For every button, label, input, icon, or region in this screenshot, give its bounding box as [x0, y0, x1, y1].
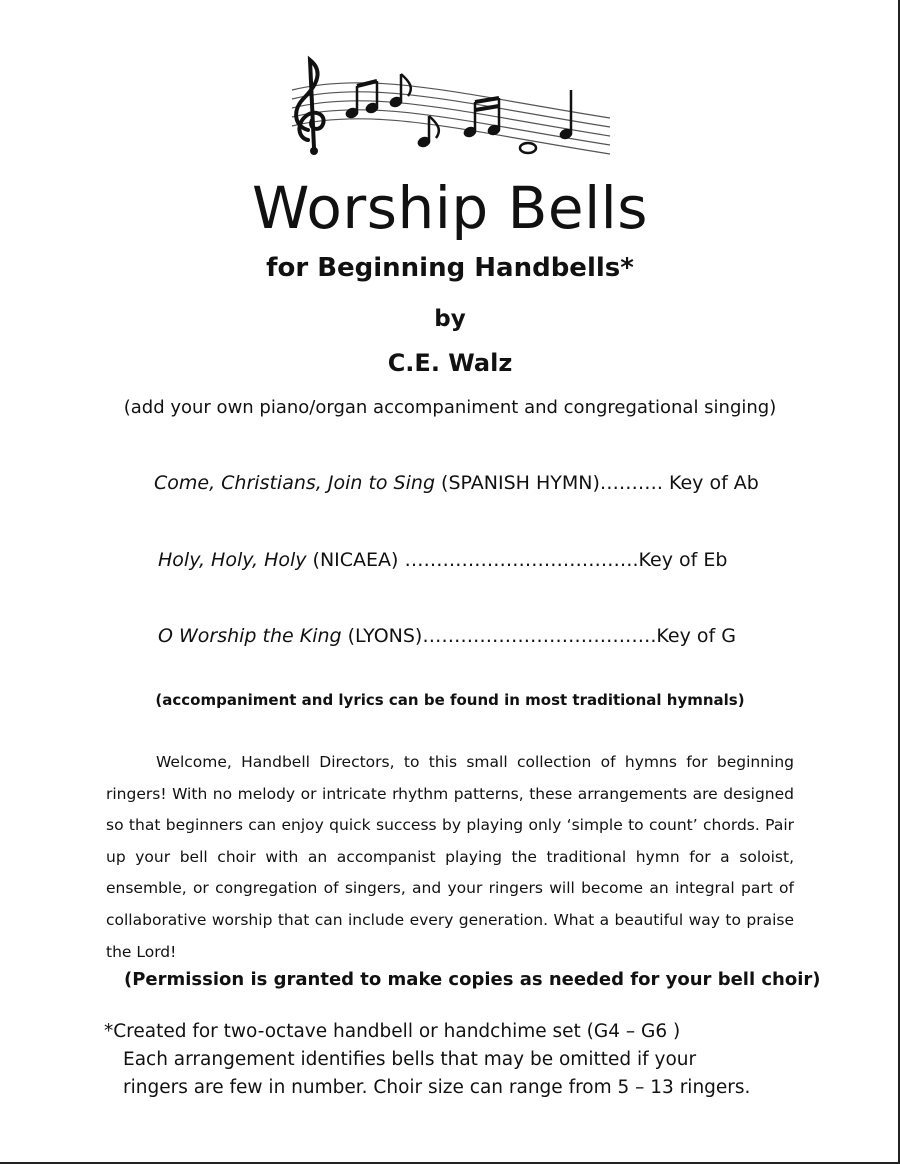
footnote-line: Each arrangement identifies bells that may be omitted if your [123, 1049, 697, 1070]
hymn-title: O Worship the King [158, 625, 342, 647]
welcome-paragraph: Welcome, Handbell Directors, to this small collection of hymns for beginning ringers! With no melody or intricate rhythm patterns, these arrangements are designed so that beginners can enjoy quick success by playing only ‘simple to count’ chords. Pair up your bell choir with an accompanist playing the traditional hymn for a soloist, ensemble, or congregation of singers, and your ringers will become an integral part of collaborative worship that can include every generation. What a beautiful way to praise the Lord! [106, 753, 794, 961]
footnote-line: *Created for two-octave handbell or handchime set (G4 – G6 ) [104, 1021, 681, 1042]
author-name: C.E. Walz [387, 349, 513, 377]
hymn-tune-key: (SPANISH HYMN)………. Key of Ab [435, 472, 759, 494]
permission-note: (Permission is granted to make copies as needed for your bell choir) [124, 969, 821, 990]
footnote-line: ringers are few in number. Choir size can range from 5 – 13 ringers. [123, 1077, 751, 1098]
music-staff-notes-icon [284, 50, 614, 165]
footnote [104, 1018, 750, 1102]
document-subtitle: for Beginning Handbells* [266, 253, 634, 283]
hymn-entry [158, 623, 736, 649]
hymn-tune-key: (LYONS)……………………………….Key of G [341, 625, 736, 647]
accompaniment-note: (add your own piano/organ accompaniment and congregational singing) [123, 397, 777, 418]
by-line: by [434, 306, 466, 332]
hymnals-note: (accompaniment and lyrics can be found in most traditional hymnals) [155, 691, 745, 709]
hymn-tune-key: (NICAEA) ……………………………….Key of Eb [306, 549, 728, 571]
hymn-title: Come, Christians, Join to Sing [154, 472, 436, 494]
hymn-entry [158, 547, 727, 573]
hymn-entry [154, 470, 759, 496]
document-title: Worship Bells [251, 174, 649, 242]
hymn-title: Holy, Holy, Holy [158, 549, 307, 571]
